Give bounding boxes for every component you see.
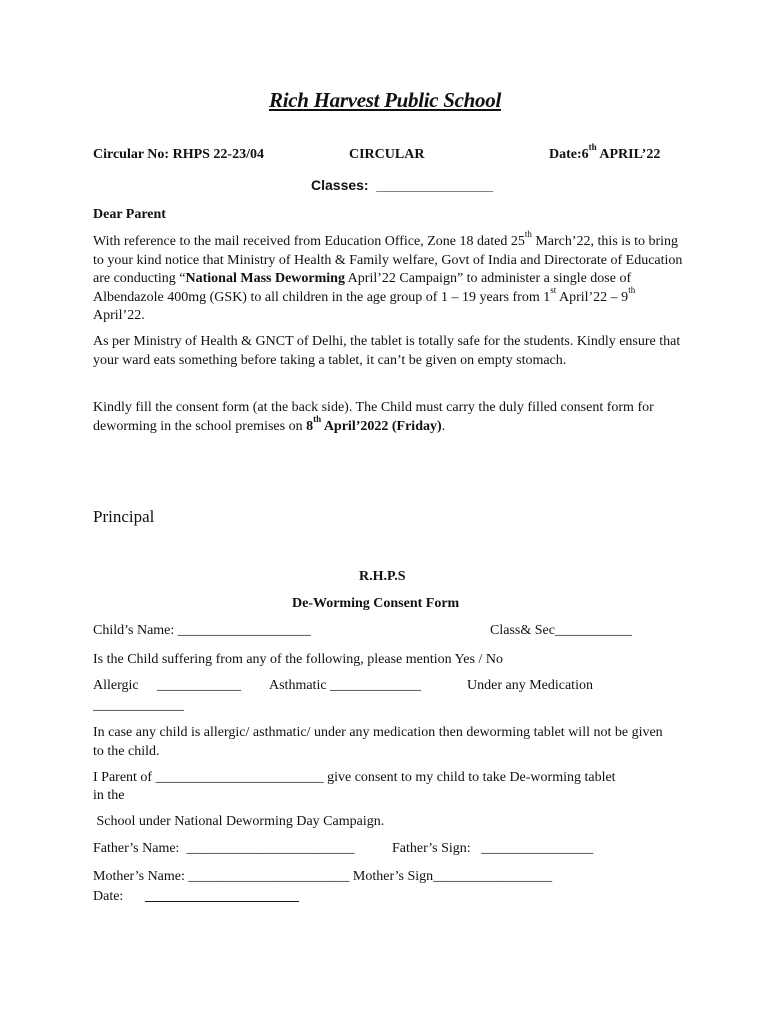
circular-number: Circular No: RHPS 22-23/04: [93, 147, 264, 162]
date-label: Date:: [93, 889, 124, 904]
paragraph-2: As per Ministry of Health & GNCT of Delhi, the tablet is totally safe for the students. Kindly ensure that your ward eats something before taking a tablet, it can’t be given on empty stomach.: [93, 334, 681, 368]
class-section-field[interactable]: Class& Sec___________: [490, 623, 632, 638]
school-title: Rich Harvest Public School: [269, 88, 501, 112]
mother-fields[interactable]: Mother’s Name: _______________________ Mother’s Sign_________________: [93, 869, 553, 884]
circular-label: CIRCULAR: [349, 147, 425, 162]
medication-label: Under any Medication: [467, 678, 593, 693]
allergy-note: In case any child is allergic/ asthmatic/ under any medication then deworming tablet will not be given to the child.: [93, 725, 663, 759]
paragraph-1: With reference to the mail received from Education Office, Zone 18 dated 25th March’22, this is to bring to your kind notice that Ministry of Health & Family welfare, Govt of India and Directorate of Education are conducting “National Mass Deworming April’22 Campaign” to administer a single dose of Albendazole 400mg (GSK) to all children in the age group of 1 – 19 years from 1st April’22 – 9th April’22.: [93, 229, 683, 323]
allergic-label: Allergic: [93, 678, 139, 693]
form-title: De-Worming Consent Form: [292, 596, 460, 611]
paragraph-3: Kindly fill the consent form (at the back side). The Child must carry the duly filled consent form for deworming in the school premises on 8th April’2022 (Friday).: [93, 400, 654, 434]
form-org: R.H.P.S: [359, 569, 406, 584]
medication-field[interactable]: _____________: [93, 698, 184, 713]
child-name-field[interactable]: Child’s Name: ___________________: [93, 623, 311, 638]
salutation: Dear Parent: [93, 207, 166, 222]
allergic-field[interactable]: ____________: [157, 678, 241, 693]
classes-field: Classes: _______________: [311, 177, 494, 193]
consent-campaign: School under National Deworming Day Campaign.: [93, 814, 385, 829]
circular-date: Date:6th APRIL’22: [549, 142, 661, 162]
principal-signature: Principal: [93, 507, 155, 526]
condition-question: Is the Child suffering from any of the following, please mention Yes / No: [93, 652, 503, 667]
asthmatic-field[interactable]: Asthmatic _____________: [269, 678, 422, 693]
date-field[interactable]: ______________________: [145, 889, 299, 904]
consent-statement[interactable]: I Parent of ________________________ give consent to my child to take De-worming tablet: [93, 770, 616, 785]
father-sign-field[interactable]: Father’s Sign: ________________: [392, 841, 594, 856]
father-name-field[interactable]: Father’s Name: ________________________: [93, 841, 355, 856]
consent-statement-cont: in the: [93, 788, 125, 803]
